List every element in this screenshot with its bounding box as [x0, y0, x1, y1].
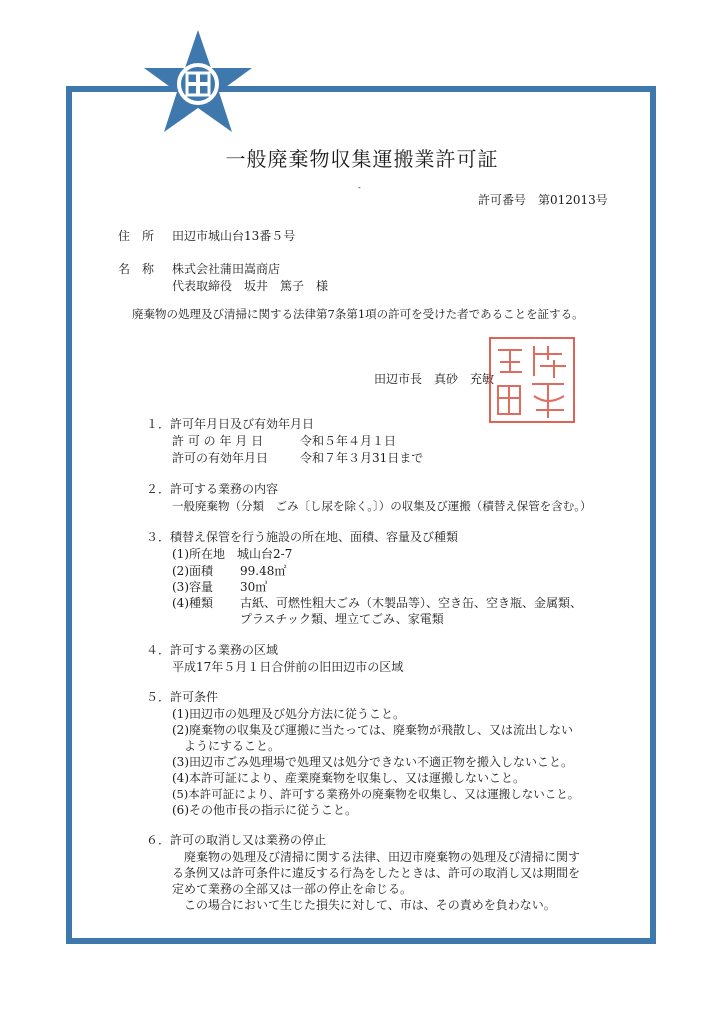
facility-capacity-value: 30㎥	[240, 580, 268, 594]
section-5-heading: ５．許可条件	[146, 690, 219, 704]
facility-area-value: 99.48㎡	[240, 564, 287, 578]
section-4-heading: ４．許可する業務の区域	[146, 643, 279, 657]
facility-kinds-label: (4)種類	[172, 596, 213, 610]
section-3-heading: ３．積替え保管を行う施設の所在地、面積、容量及び種類	[146, 530, 459, 544]
section-2-heading: ２．許可する業務の内容	[146, 482, 279, 496]
certification-statement: 廃棄物の処理及び清掃に関する法律第7条第1項の許可を受けた者であることを証する。	[132, 307, 584, 321]
inner-border	[71, 91, 651, 939]
business-area: 平成17年５月１日合併前の旧田辺市の区域	[172, 660, 404, 674]
condition-2-continued: ようにすること。	[184, 739, 281, 753]
facility-location: (1)所在地 城山台2-7	[172, 547, 293, 561]
address-label: 住 所	[118, 229, 155, 243]
business-content: 一般廃棄物（分類 ごみ〔し尿を除く。〕）の収集及び運搬（積替え保管を含む。）	[172, 499, 592, 513]
name-label: 名 称	[118, 262, 155, 276]
official-seal-stamp-icon	[488, 336, 576, 424]
address-value: 田辺市城山台13番５号	[172, 229, 296, 243]
section-6-heading: ６．許可の取消し又は業務の停止	[146, 833, 327, 847]
facility-kinds-line-1: 古紙、可燃性粗大ごみ（木製品等）、空き缶、空き瓶、金属類、	[240, 596, 583, 610]
issuer: 田辺市長 真砂 充敏	[374, 372, 495, 386]
revocation-line-1: 廃棄物の処理及び清掃に関する法律、田辺市廃棄物の処理及び清掃に関す	[184, 850, 581, 864]
condition-3: (3)田辺市ごみ処理場で処理又は処分できない不適正物を搬入しないこと。	[172, 755, 574, 769]
representative: 代表取締役 坂井 篤子 様	[172, 279, 329, 293]
facility-kinds-line-2: プラスチック類、埋立てごみ、家電類	[240, 612, 444, 626]
company-name: 株式会社蒲田嵩商店	[172, 262, 281, 276]
condition-2: (2)廃棄物の収集及び運搬に当たっては、廃棄物が飛散し、又は流出しない	[172, 723, 574, 737]
permit-date-label: 許 可 の 年 月 日	[172, 434, 264, 448]
facility-capacity-label: (3)容量	[172, 580, 213, 594]
document-title: 一般廃棄物収集運搬業許可証	[225, 147, 499, 171]
section-1-heading: １．許可年月日及び有効年月日	[146, 417, 315, 431]
liability-disclaimer: この場合において生じた損失に対して、市は、その責めを負わない。	[184, 898, 556, 912]
small-mark: -	[358, 183, 361, 192]
tanabe-city-star-emblem-icon	[140, 28, 256, 140]
condition-5: (5)本許可証により、許可する業務外の廃棄物を収集し、又は運搬しないこと。	[172, 787, 580, 801]
revocation-line-2: る条例又は許可条件に違反する行為をしたときは、許可の取消し又は期間を	[172, 866, 581, 880]
expiry-date-value: 令和７年３月31日まで	[300, 451, 424, 465]
permit-date-value: 令和５年４月１日	[300, 434, 397, 448]
permit-number: 許可番号 第012013号	[478, 193, 608, 207]
facility-area-label: (2)面積	[172, 564, 213, 578]
revocation-line-3: 定めて業務の全部又は一部の停止を命じる。	[172, 882, 413, 896]
condition-1: (1)田辺市の処理及び処分方法に従うこと。	[172, 707, 405, 721]
expiry-date-label: 許可の有効年月日	[172, 451, 269, 465]
condition-6: (6)その他市長の指示に従うこと。	[172, 803, 357, 817]
condition-4: (4)本許可証により、産業廃棄物を収集し、又は運搬しないこと。	[172, 771, 526, 785]
